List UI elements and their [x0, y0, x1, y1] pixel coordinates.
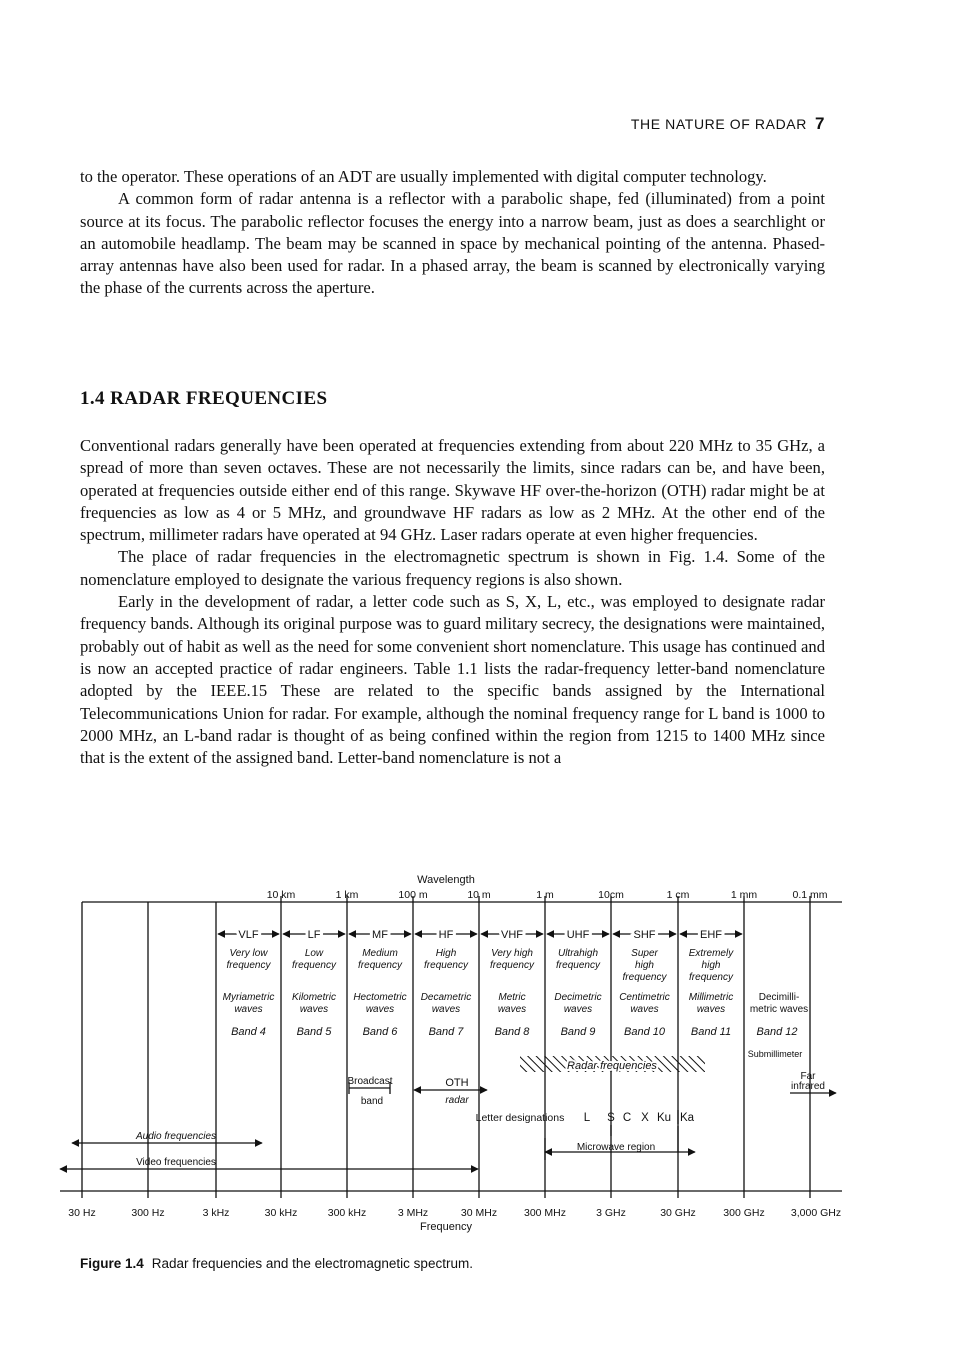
- band-number: Band 5: [296, 1026, 332, 1038]
- band-number: Band 7: [428, 1026, 464, 1038]
- radar-frequencies-label: Radar frequencies: [567, 1060, 657, 1072]
- band-waves-line: waves: [630, 1004, 659, 1015]
- submillimeter-label: Submillimeter: [747, 1049, 803, 1059]
- wavelength-tick-label: 10cm: [598, 889, 624, 901]
- broadcast-band-label: band: [360, 1096, 384, 1107]
- band-number: Band 4: [231, 1026, 266, 1038]
- wavelength-tick-label: 1 m: [536, 889, 554, 901]
- video-frequencies-label: Video frequencies: [136, 1157, 216, 1168]
- letter-designations-label: Letter designations: [475, 1112, 565, 1124]
- figure-caption: [80, 1256, 473, 1271]
- band-abbreviation: UHF: [566, 929, 590, 941]
- band-abbreviation: VLF: [238, 929, 259, 941]
- band-name-line: Super: [631, 948, 658, 959]
- band-number: Band 9: [560, 1026, 596, 1038]
- far-infrared-label: infrared: [791, 1081, 825, 1092]
- band-waves-line: waves: [497, 1004, 527, 1015]
- band-name-line: frequency: [689, 972, 733, 983]
- far-infrared-label: Far: [800, 1071, 816, 1082]
- frequency-tick-label: 300 kHz: [327, 1207, 367, 1219]
- figure-caption-label: Figure 1.4: [80, 1256, 144, 1271]
- band-number: Band 10: [624, 1026, 665, 1038]
- band-number: Band 8: [494, 1026, 530, 1038]
- frequency-tick-label: 300 Hz: [131, 1207, 165, 1219]
- spectrum-dynamic-layer: [68, 874, 841, 1233]
- band-name-line: high: [701, 960, 721, 971]
- band-name-line: Medium: [362, 948, 398, 959]
- body-text-block-1: [80, 166, 825, 300]
- broadcast-band-label: Broadcast: [347, 1076, 393, 1087]
- band-number: Band 11: [690, 1026, 732, 1038]
- frequency-tick-label: 30 GHz: [660, 1207, 696, 1219]
- paragraph: The place of radar frequencies in the electromagnetic spectrum is shown in Fig. 1.4. Some of the nomenclature employed to designate the various frequency regions is also shown.: [80, 547, 825, 589]
- wavelength-tick-label: 0.1 mm: [792, 889, 828, 901]
- wavelength-tick-label: 1 km: [335, 889, 359, 901]
- wavelength-tick-label: 1 mm: [730, 889, 758, 901]
- letter-band-S: S: [607, 1112, 615, 1124]
- wavelength-tick-label: 1 cm: [666, 889, 690, 901]
- paragraph: Early in the development of radar, a letter code such as S, X, L, etc., was employed to designate radar frequency bands. Although its original purpose was to guard military secrecy, the designations were maintained, probably out of habit as well as the need for some convenient short nomenclature. This usage has continued and is now an accepted practice of radar engineers. Table 1.1 lists the radar-frequency letter-band nomenclature adopted by the IEEE.15 These are related to the specific bands assigned by the International Telecommunications Union for radar. For example, although the nominal frequency range for L band is 1000 to 2000 MHz, an L-band radar is thought of as being confined within the region from 1215 to 1400 MHz since that is the extent of the assigned band. Letter-band nomenclature is not a: [80, 592, 825, 768]
- frequency-tick-label: 300 GHz: [723, 1207, 765, 1219]
- band-waves-line: Decimetric: [554, 992, 602, 1003]
- oth-label: OTH: [445, 1077, 469, 1089]
- frequency-tick-label: 3 GHz: [596, 1207, 626, 1219]
- wavelength-tick-label: 10 km: [266, 889, 296, 901]
- band-name-line: Low: [304, 948, 324, 959]
- band-waves-line: Centimetric: [619, 992, 670, 1003]
- band-name-line: frequency: [226, 960, 271, 971]
- band-name-line: Very low: [229, 948, 268, 959]
- band-name-line: frequency: [556, 960, 600, 971]
- band-waves-line: Millimetric: [688, 992, 734, 1003]
- wavelength-axis-label: Wavelength: [417, 874, 475, 886]
- frequency-tick-label: 30 Hz: [68, 1207, 96, 1219]
- band-name-line: high: [635, 960, 654, 971]
- band-waves-line: Decametric: [420, 992, 472, 1003]
- letter-band-Ku: Ku: [656, 1112, 672, 1124]
- frequency-axis-label: Frequency: [420, 1221, 472, 1233]
- body-text-block-2: [80, 435, 825, 769]
- band12-waves-line: metric waves: [749, 1004, 809, 1015]
- letter-band-X: X: [641, 1112, 649, 1124]
- paragraph: to the operator. These operations of an ADT are usually implemented with digital computer technology.: [80, 167, 767, 186]
- paragraph: Conventional radars generally have been operated at frequencies extending from about 220 MHz to 35 GHz, a spread of more than seven octaves. These are not necessarily the limits, since radars can be, and have been, operated at frequencies outside either end of this range. Skywave HF over-the-horizon (OTH) radar might be at frequencies as low as 4 or 5 MHz, and groundwave HF radars as low as 2 MHz. At the other end of the spectrum, millimeter radars have operated at 94 GHz. Laser radars operate at even higher frequencies.: [80, 436, 825, 545]
- frequency-tick-label: 3,000 GHz: [790, 1207, 842, 1219]
- frequency-tick-label: 3 kHz: [202, 1207, 230, 1219]
- band-name-line: Ultrahigh: [557, 948, 599, 959]
- running-head: [80, 114, 825, 134]
- figure-spectrum: [0, 860, 960, 1240]
- band-abbreviation: MF: [372, 929, 388, 941]
- figure-caption-text: Radar frequencies and the electromagnetic spectrum.: [151, 1256, 473, 1271]
- oth-radar-label: radar: [445, 1095, 469, 1106]
- band-name-line: High: [435, 948, 457, 959]
- band12-number: Band 12: [756, 1026, 798, 1038]
- band-abbreviation: LF: [307, 929, 321, 941]
- band-waves-line: Metric: [498, 992, 526, 1003]
- page-number: 7: [814, 114, 825, 133]
- band-name-line: frequency: [622, 972, 667, 983]
- band-name-line: frequency: [424, 960, 468, 971]
- band-waves-line: waves: [234, 1004, 263, 1015]
- band-waves-line: waves: [365, 1004, 395, 1015]
- microwave-region-label: Microwave region: [576, 1142, 656, 1153]
- frequency-tick-label: 30 kHz: [264, 1207, 298, 1219]
- letter-band-C: C: [622, 1112, 632, 1124]
- band-name-line: frequency: [358, 960, 402, 971]
- band-waves-line: Kilometric: [292, 992, 336, 1003]
- band-waves-line: waves: [696, 1004, 726, 1015]
- band-name-line: Very high: [491, 948, 533, 959]
- band-name-line: Extremely: [688, 948, 734, 959]
- wavelength-tick-label: 100 m: [398, 889, 428, 901]
- wavelength-tick-label: 10 m: [467, 889, 491, 901]
- band-waves-line: waves: [431, 1004, 461, 1015]
- frequency-tick-label: 30 MHz: [460, 1207, 498, 1219]
- band-abbreviation: SHF: [633, 929, 656, 941]
- spectrum-diagram: [0, 860, 960, 1240]
- band-waves-line: waves: [299, 1004, 329, 1015]
- letter-band-Ka: Ka: [679, 1112, 695, 1124]
- section-heading: 1.4 RADAR FREQUENCIES: [80, 388, 328, 409]
- letter-band-L: L: [583, 1112, 591, 1124]
- band-number: Band 6: [362, 1026, 398, 1038]
- paragraph: A common form of radar antenna is a reflector with a parabolic shape, fed (illuminated) from a point source at its focus. The parabolic reflector focuses the energy into a narrow beam, just as does a searchlight or an automobile headlamp. The beam may be scanned in space by mechanical pointing of the antenna. Phased-array antennas have also been used for radar. In a phased array, the beam is scanned by electronically varying the phase of the currents across the aperture.: [80, 189, 825, 298]
- band-waves-line: Hectometric: [353, 992, 407, 1003]
- band-abbreviation: VHF: [501, 929, 523, 941]
- band-abbreviation: EHF: [700, 929, 722, 941]
- band-waves-line: waves: [563, 1004, 593, 1015]
- frequency-tick-label: 3 MHz: [397, 1207, 429, 1219]
- band-name-line: frequency: [292, 960, 336, 971]
- running-head-title: THE NATURE OF RADAR: [630, 116, 807, 132]
- band-waves-line: Myriametric: [222, 992, 275, 1003]
- audio-frequencies-label: Audio frequencies: [135, 1131, 217, 1142]
- band12-waves-line: Decimilli-: [758, 992, 800, 1003]
- band-name-line: frequency: [490, 960, 534, 971]
- band-abbreviation: HF: [438, 929, 454, 941]
- frequency-tick-label: 300 MHz: [523, 1207, 567, 1219]
